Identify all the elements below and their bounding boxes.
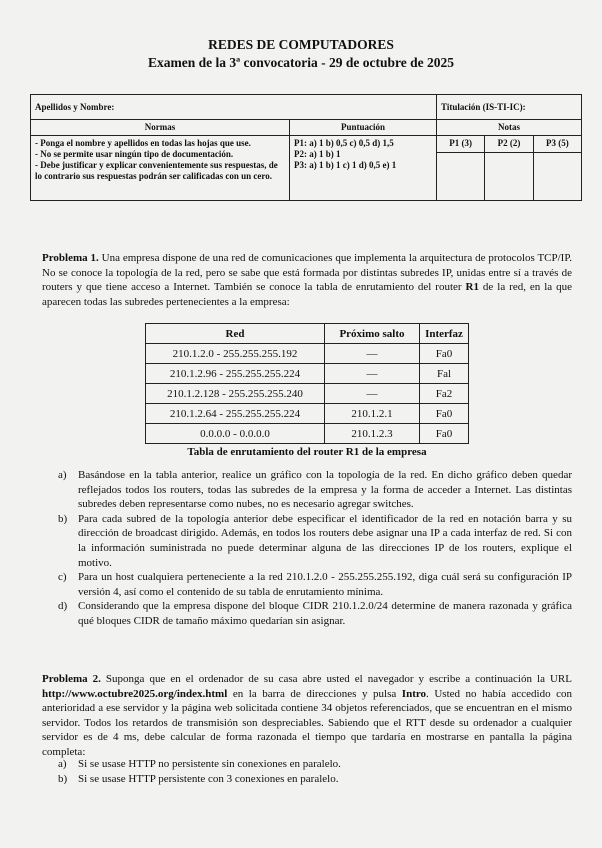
name-field[interactable]: Apellidos y Nombre: — [31, 95, 437, 120]
router-name: R1 — [465, 281, 479, 294]
grades-header: Notas — [437, 120, 582, 136]
item-text: Si se usase HTTP persistente con 3 conexiones en paralelo. — [78, 772, 339, 785]
scoring-header: Puntuación — [290, 120, 437, 136]
scoring-item: P3: a) 1 b) 1 c) 1 d) 0,5 e) 1 — [294, 160, 397, 170]
grade-box-p3[interactable] — [533, 153, 581, 201]
cell-interface: Fa0 — [420, 424, 469, 444]
list-item — [58, 468, 572, 512]
routing-table-header — [146, 324, 469, 344]
col-network: Red — [146, 324, 325, 344]
rules-header: Normas — [31, 120, 290, 136]
cell-network: 210.1.2.0 - 255.255.255.192 — [146, 344, 325, 364]
problem2-statement — [42, 672, 572, 760]
cell-next-hop: 210.1.2.1 — [325, 404, 420, 424]
problem1-text-a: Una empresa dispone de una red de comunicaciones que implementa la arquitectura de protocolos TCP/IP. No se conoce la topología de la red, pero se sabe que está formada por distintas subredes IP, unidas entre sí a través de routers y que tiene acceso a Internet. También se conoce la tabla de enrutamiento del router — [42, 252, 572, 294]
rule-item: - Ponga el nombre y apellidos en todas las hojas que use. — [35, 138, 251, 148]
item-label: a) — [58, 758, 67, 770]
rule-item: - Debe justificar y explicar convenientemente sus respuestas, de lo contrario sus respuestas podrán ser calificadas con un cero. — [35, 160, 278, 181]
list-item — [58, 772, 572, 787]
item-label: c) — [58, 571, 67, 584]
problem1-questions — [58, 468, 572, 629]
col-next-hop: Próximo salto — [325, 324, 420, 344]
item-text: Si se usase HTTP no persistente sin conexiones en paralelo. — [78, 758, 341, 770]
cell-interface: Fa2 — [420, 384, 469, 404]
table-row — [146, 404, 469, 424]
cell-next-hop: — — [325, 364, 420, 384]
table-row — [146, 424, 469, 444]
item-label: b) — [58, 772, 68, 785]
cell-next-hop: — — [325, 344, 420, 364]
routing-table — [145, 323, 469, 444]
list-item — [58, 512, 572, 570]
grade-col-p3: P3 (5) — [533, 136, 581, 153]
cell-network: 210.1.2.64 - 255.255.255.224 — [146, 404, 325, 424]
item-label: d) — [58, 600, 68, 613]
problem1-statement — [42, 251, 572, 309]
course-title: REDES DE COMPUTADORES — [208, 37, 394, 52]
problem2-url: http://www.octubre2025.org/index.html — [42, 687, 228, 700]
cell-interface: Fa0 — [420, 344, 469, 364]
exam-subtitle: Examen de la 3ª convocatoria - 29 de octubre de 2025 — [147, 55, 455, 70]
problem1-label: Problema 1. — [42, 252, 99, 264]
problem2-label: Problema 2. — [42, 673, 101, 685]
problem2-text-b: en la barra de direcciones y pulsa — [227, 687, 402, 700]
rule-item: - No se permite usar ningún tipo de documentación. — [35, 149, 234, 159]
list-item — [58, 757, 572, 772]
item-text: Para cada subred de la topología anterior debe especificar el identificador de la red en notación barra y su dirección de broadcast dirigido. Además, en todos los routers debe asignar una IP a cada interfaz de red. Si con la información suministrada no puede determinar alguna de las direcciones IP de los routers, explique el motivo. — [78, 512, 572, 569]
scoring-cell — [290, 136, 437, 201]
table-row — [146, 384, 469, 404]
table-row — [146, 364, 469, 384]
grade-box-p2[interactable] — [485, 153, 533, 201]
exam-header — [0, 36, 602, 72]
col-interface: Interfaz — [420, 324, 469, 344]
cell-network: 0.0.0.0 - 0.0.0.0 — [146, 424, 325, 444]
degree-field[interactable]: Titulación (IS-TI-IC): — [437, 95, 582, 120]
cell-next-hop: — — [325, 384, 420, 404]
item-text: Considerando que la empresa dispone del bloque CIDR 210.1.2.0/24 determine de manera razonada y gráfica qué bloques CIDR de tamaño máximo quedarían sin asignar. — [78, 600, 572, 627]
scoring-item: P1: a) 1 b) 0,5 c) 0,5 d) 1,5 — [294, 138, 394, 148]
rules-cell — [31, 136, 290, 201]
problem1-text-b: de la red, en la que aparecen todas las subredes pertenecientes a la empresa: — [42, 281, 573, 308]
list-item — [58, 570, 572, 599]
cell-network: 210.1.2.96 - 255.255.255.224 — [146, 364, 325, 384]
item-label: b) — [58, 512, 68, 525]
problem2-text-c: . Usted no había accedido con anterioridad a ese servidor y la página web solicitada contiene 34 objetos referenciados, que se encuentran en el mismo servidor. Todos los retardos de transmisión son despreciables. Sabiendo que el RTT desde su ordenador a cualquier servidor es de 4 ms, debe calcular de forma razonada el tiempo que tardaría en mostrarse en pantalla la página completa: — [42, 687, 573, 758]
cell-network: 210.1.2.128 - 255.255.255.240 — [146, 384, 325, 404]
problem2-questions — [58, 757, 572, 786]
problem2-key: Intro — [401, 687, 427, 700]
list-item — [58, 599, 572, 628]
grade-box-p1[interactable] — [437, 153, 485, 201]
routing-table-caption: Tabla de enrutamiento del router R1 de la empresa — [187, 446, 427, 458]
item-label: a) — [58, 469, 67, 481]
cell-next-hop: 210.1.2.3 — [325, 424, 420, 444]
cell-interface: Fa0 — [420, 404, 469, 424]
cell-interface: Fal — [420, 364, 469, 384]
table-row — [146, 344, 469, 364]
exam-info-table — [30, 94, 582, 201]
problem2-text-a: Suponga que en el ordenador de su casa abre usted el navegador y escribe a continuación la URL — [100, 673, 572, 685]
grade-col-p1: P1 (3) — [437, 136, 485, 153]
item-text: Basándose en la tabla anterior, realice un gráfico con la topología de la red. En dicho gráfico deben quedar reflejados todos los routers, todas las subredes de la empresa y la forma de acceder a Internet. Las distintas subredes deben representarse como nubes, no es necesario agregar switches. — [78, 469, 572, 511]
grade-col-p2: P2 (2) — [485, 136, 533, 153]
scoring-item: P2: a) 1 b) 1 — [294, 149, 341, 159]
item-text: Para un host cualquiera perteneciente a la red 210.1.2.0 - 255.255.255.192, diga cuál será su configuración IP versión 4, así como el contenido de su tabla de enrutamiento mínima. — [78, 571, 572, 598]
